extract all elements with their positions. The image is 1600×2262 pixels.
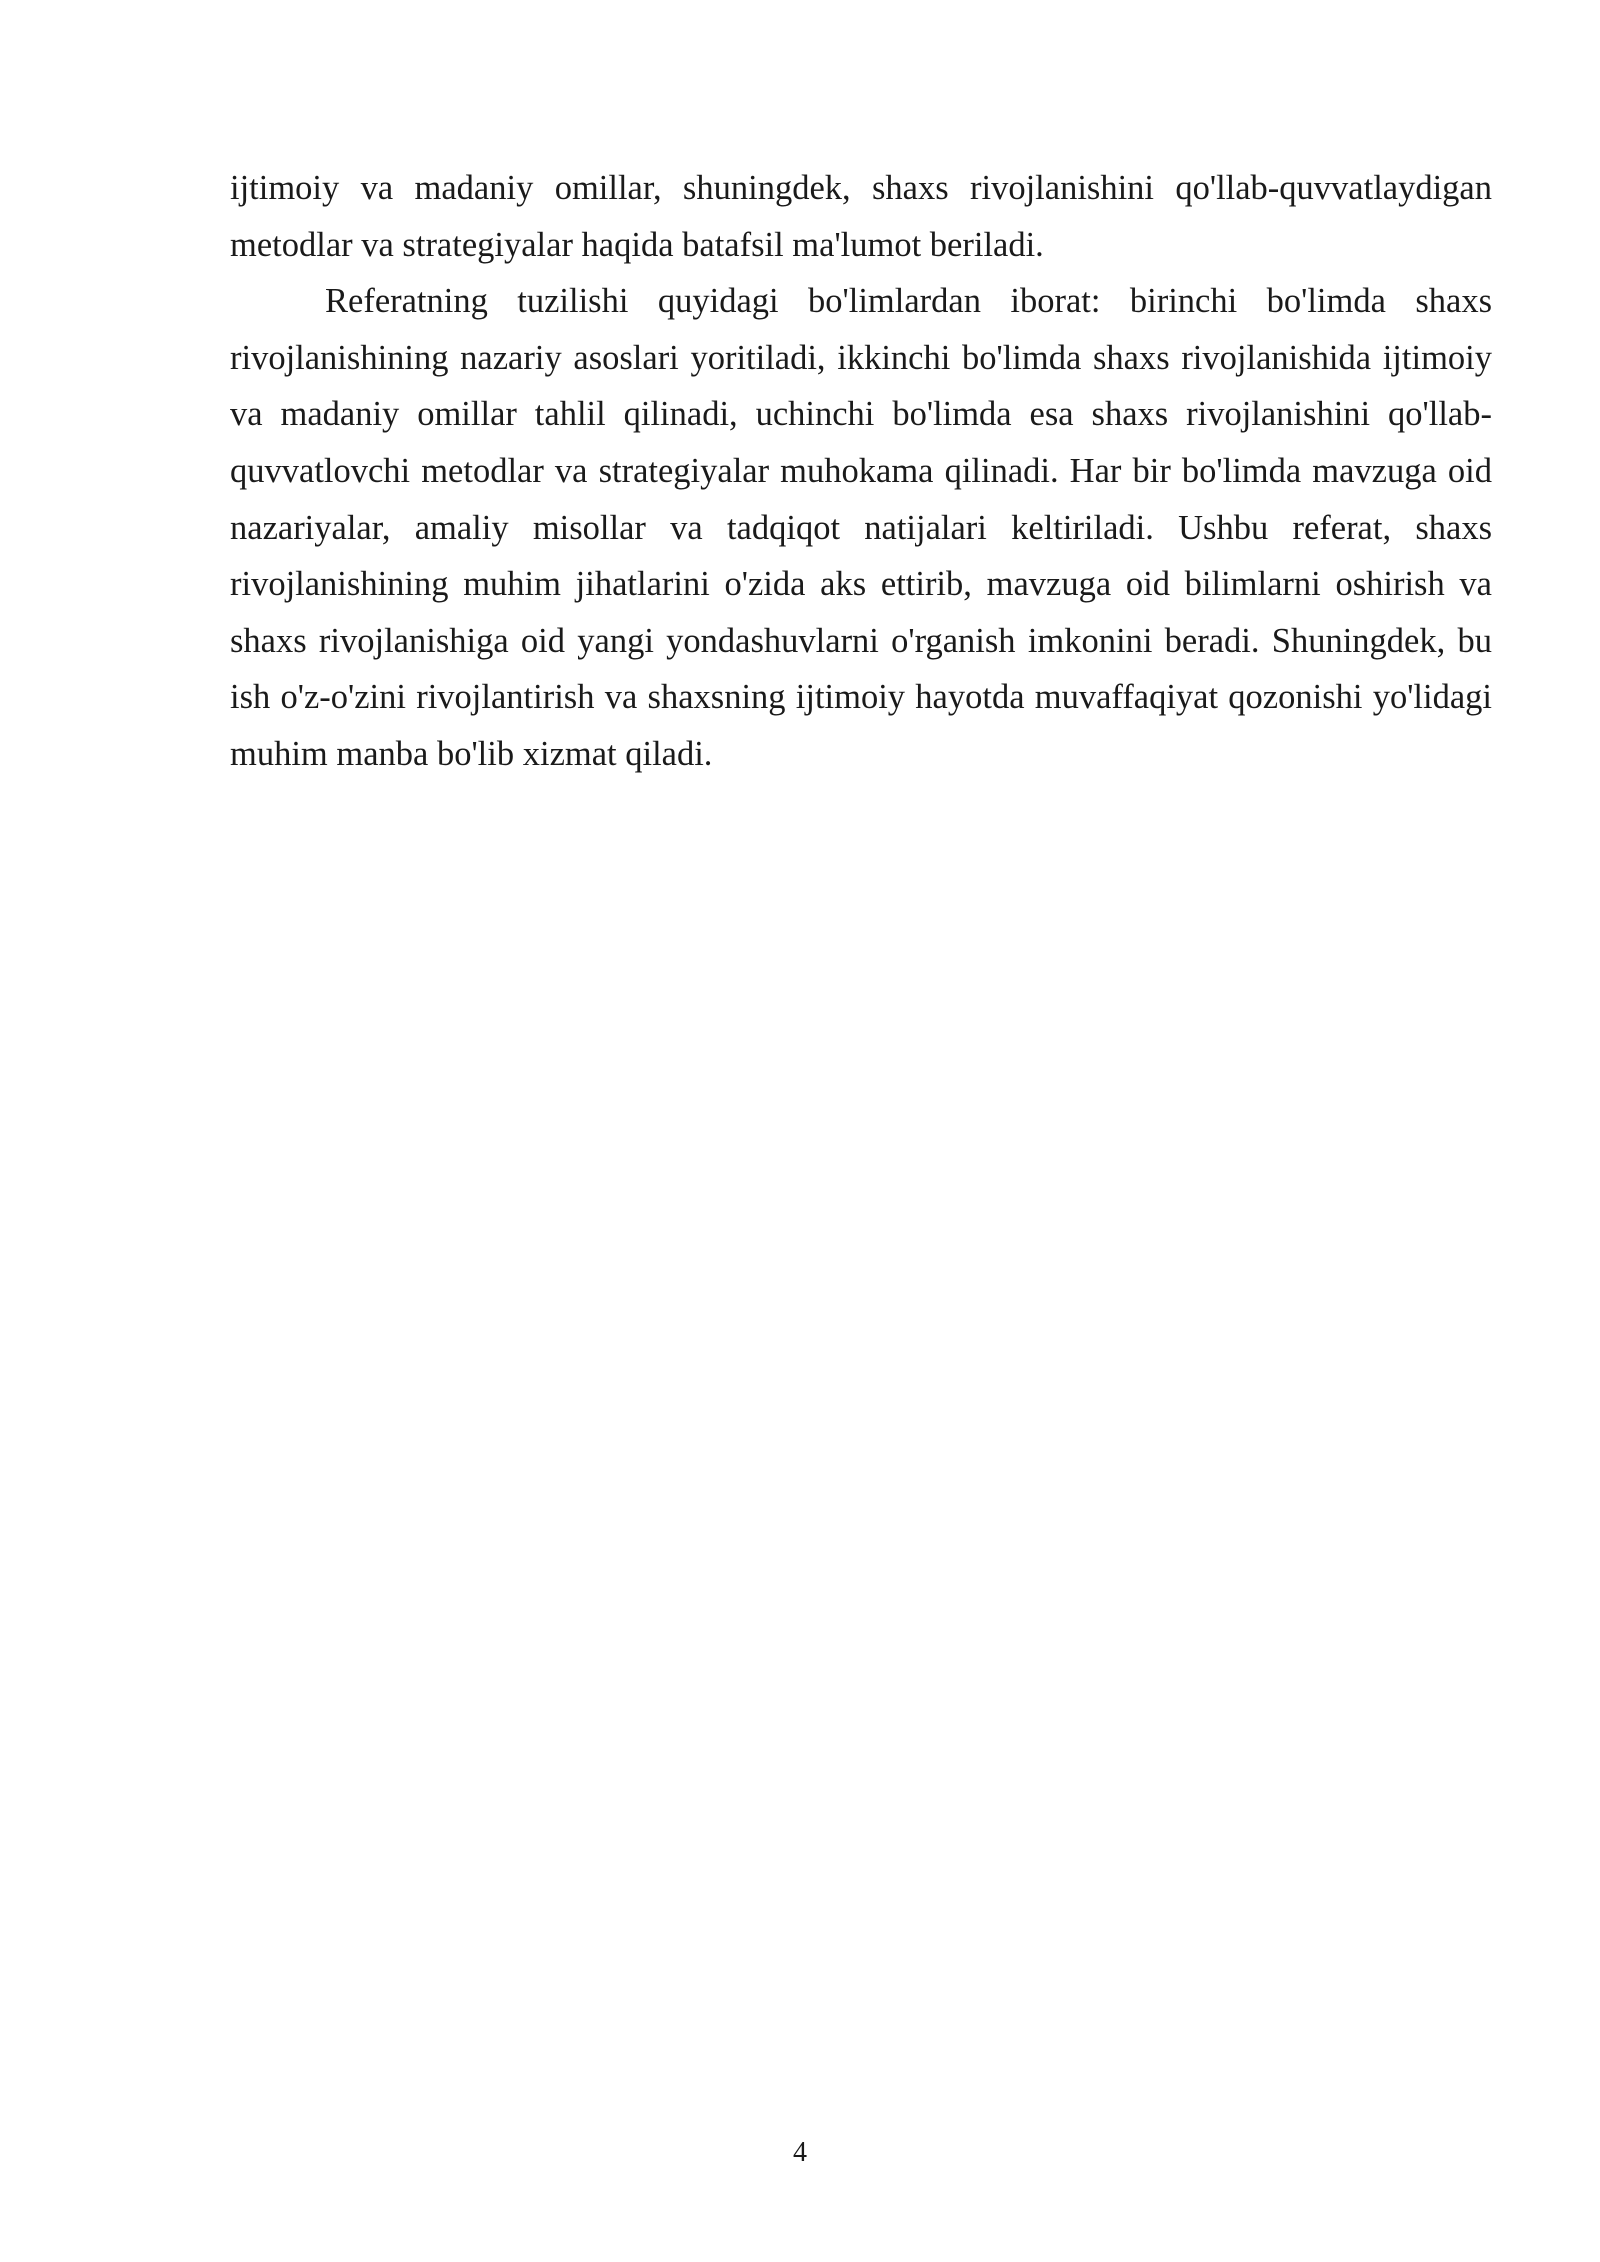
paragraph-continuation: ijtimoiy va madaniy omillar, shuningdek, shaxs rivojlanishini qo'llab-quvvatlaydigan metodlar va strategiyalar haqida batafsil ma'lumot beriladi. — [230, 169, 1492, 264]
page-number: 4 — [793, 2137, 807, 2168]
paragraph-structure: Referatning tuzilishi quyidagi bo'limlardan iborat: birinchi bo'limda shaxs rivojlanishining nazariy asoslari yoritiladi, ikkinchi bo'limda shaxs rivojlanishida ijtimoiy va madaniy omillar tahlil qilinadi, uchinchi bo'limda esa shaxs rivojlanishini qo'llab-quvvatlovchi metodlar va strategiyalar muhokama qilinadi. Har bir bo'limda mavzuga oid nazariyalar, amaliy misollar va tadqiqot natijalari keltiriladi. Ushbu referat, shaxs rivojlanishining muhim jihatlarini o'zida aks ettirib, mavzuga oid bilimlarni oshirish va shaxs rivojlanishiga oid yangi yondashuvlarni o'rganish imkonini beradi. Shuningdek, bu ish o'z-o'zini rivojlantirish va shaxsning ijtimoiy hayotda muvaffaqiyat qozonishi yo'lidagi muhim manba bo'lib xizmat qiladi. — [230, 282, 1492, 773]
document-body — [230, 160, 1492, 783]
